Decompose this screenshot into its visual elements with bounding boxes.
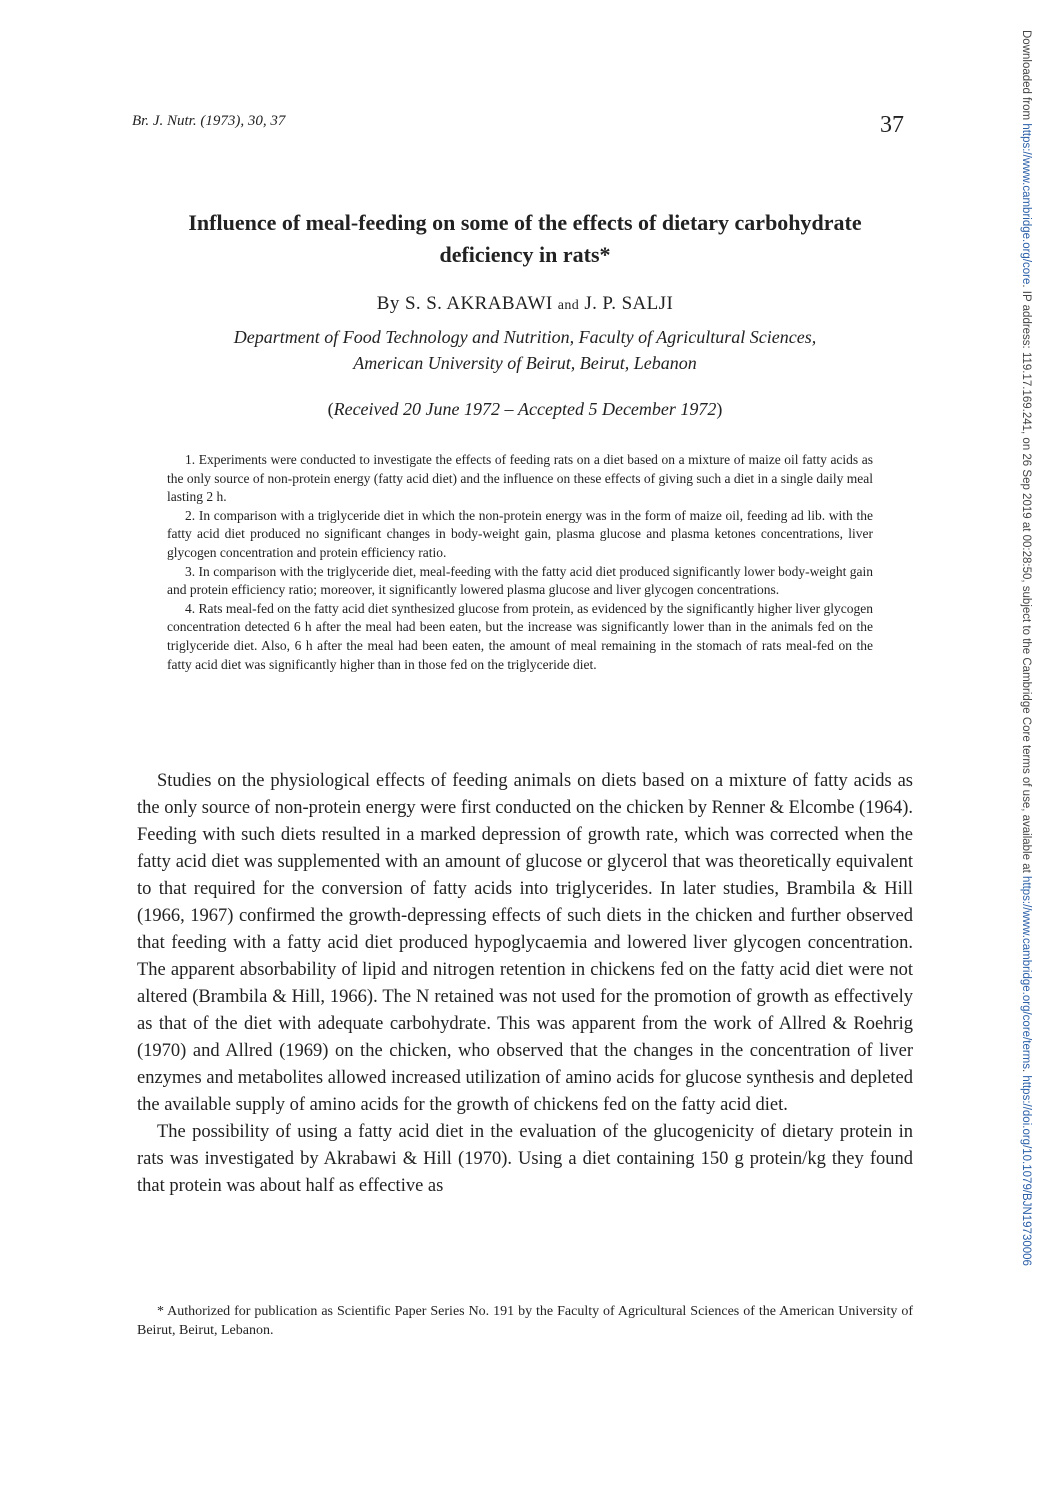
doi-link[interactable]: https://doi.org/10.1079/BJN19730006 bbox=[1020, 1075, 1032, 1266]
date-dash: – bbox=[500, 399, 518, 419]
body-paragraph-1: Studies on the physiological effects of feeding animals on diets based on a mixture of fatty acids as the only source of non-protein energy were first conducted on the chicken by Renner & Elcombe (1964). Feeding with such diets resulted in a marked depression of growth rate, which was corrected when the fatty acid diet was supplemented with an amount of glucose or glycerol that was theoretically equivalent to that required for the conversion of fatty acids into triglycerides. In later studies, Brambila & Hill (1966, 1967) confirmed the growth-depressing effects of such diets in the chicken and further observed that feeding with a fatty acid diet produced hypoglycaemia and lowered liver glycogen concentration. The apparent absorbability of lipid and nitrogen retention in chickens fed on the fatty acid diet were not altered (Brambila & Hill, 1966). The N retained was not used for the promotion of growth as effectively as that of the diet with adequate carbohydrate. This was apparent from the work of Allred & Roehrig (1970) and Allred (1969) on the chicken, who observed that the changes in the concentration of liver enzymes and metabolites allowed increased utilization of amino acids for glucose synthesis and depleted the available supply of amino acids for the growth of chickens fed on the fatty acid diet. bbox=[137, 771, 913, 1115]
by-label: By bbox=[376, 293, 400, 314]
download-ip-text: . IP address: 119.17.169.241, on 26 Sep 2019 at 00:28:50, subject to the Cambridge Core terms of use, available at bbox=[1020, 284, 1032, 876]
received-open-paren: ( bbox=[327, 399, 334, 419]
abstract-point-2: 2. In comparison with a triglyceride diet in which the non-protein energy was in the form of maize oil, feeding ad lib. with the fatty acid diet produced no significant changes in body-weight gain, plasma glucose and plasma ketones concentrations, liver glycogen concentration and protein efficiency ratio. bbox=[167, 507, 873, 560]
affiliation bbox=[140, 324, 910, 376]
footnote bbox=[137, 1302, 913, 1340]
journal-reference: Br. J. Nutr. (1973), 30, 37 bbox=[132, 113, 286, 129]
abstract-point-1: 1. Experiments were conducted to investigate the effects of feeding rats on a diet based on a mixture of maize oil fatty acids as the only source of non-protein energy (fatty acid diet) and the influence on these effects of giving such a diet in a single daily meal lasting 2 h. bbox=[167, 452, 873, 505]
download-prefix: Downloaded from bbox=[1020, 30, 1032, 124]
abstract bbox=[167, 451, 873, 674]
body-paragraph-2: The possibility of using a fatty acid diet in the evaluation of the glucogenicity of dietary protein in rats was investigated by Akrabawi & Hill (1970). Using a diet containing 150 g protein/kg they found that protein was about half as effective as bbox=[137, 1122, 913, 1196]
received-date: Received 20 June 1972 bbox=[333, 399, 500, 419]
author-1: S. S. AKRABAWI bbox=[404, 293, 553, 314]
received-dates bbox=[160, 399, 890, 420]
author-2: J. P. SALJI bbox=[584, 293, 674, 314]
terms-link[interactable]: https://www.cambridge.org/core/terms bbox=[1020, 875, 1032, 1069]
cambridge-core-link[interactable]: https://www.cambridge.org/core bbox=[1020, 123, 1032, 285]
affiliation-line-1: Department of Food Technology and Nutrition, Faculty of Agricultural Sciences, bbox=[233, 327, 817, 347]
received-close-paren: ) bbox=[716, 399, 723, 419]
body-text bbox=[137, 768, 913, 1200]
page-number: 37 bbox=[880, 112, 904, 138]
and-label: and bbox=[557, 298, 580, 313]
download-notice bbox=[1012, 30, 1032, 1480]
affiliation-line-2: American University of Beirut, Beirut, Lebanon bbox=[353, 353, 697, 373]
footnote-text: * Authorized for publication as Scientific Paper Series No. 191 by the Faculty of Agricultural Sciences of the American University of Beirut, Beirut, Lebanon. bbox=[137, 1304, 913, 1338]
accepted-date: Accepted 5 December 1972 bbox=[518, 399, 717, 419]
author-line bbox=[160, 293, 890, 315]
abstract-point-4: 4. Rats meal-fed on the fatty acid diet synthesized glucose from protein, as evidenced by the significantly higher liver glycogen concentration detected 6 h after the meal had been eaten, but the increase was significantly lower than in the animals fed on the triglyceride diet. Also, 6 h after the meal had been eaten, the amount of meal remaining in the stomach of rats meal-fed on the fatty acid diet was significantly higher than in those fed on the triglyceride diet. bbox=[167, 600, 873, 672]
link-separator: . bbox=[1020, 1069, 1032, 1076]
abstract-point-3: 3. In comparison with the triglyceride diet, meal-feeding with the fatty acid diet produced significantly lower body-weight gain and protein efficiency ratio; moreover, it significantly lowered plasma glucose and liver glycogen concentrations. bbox=[167, 563, 873, 598]
article-title: Influence of meal-feeding on some of the effects of dietary carbohydrate deficiency in rats* bbox=[188, 210, 862, 267]
